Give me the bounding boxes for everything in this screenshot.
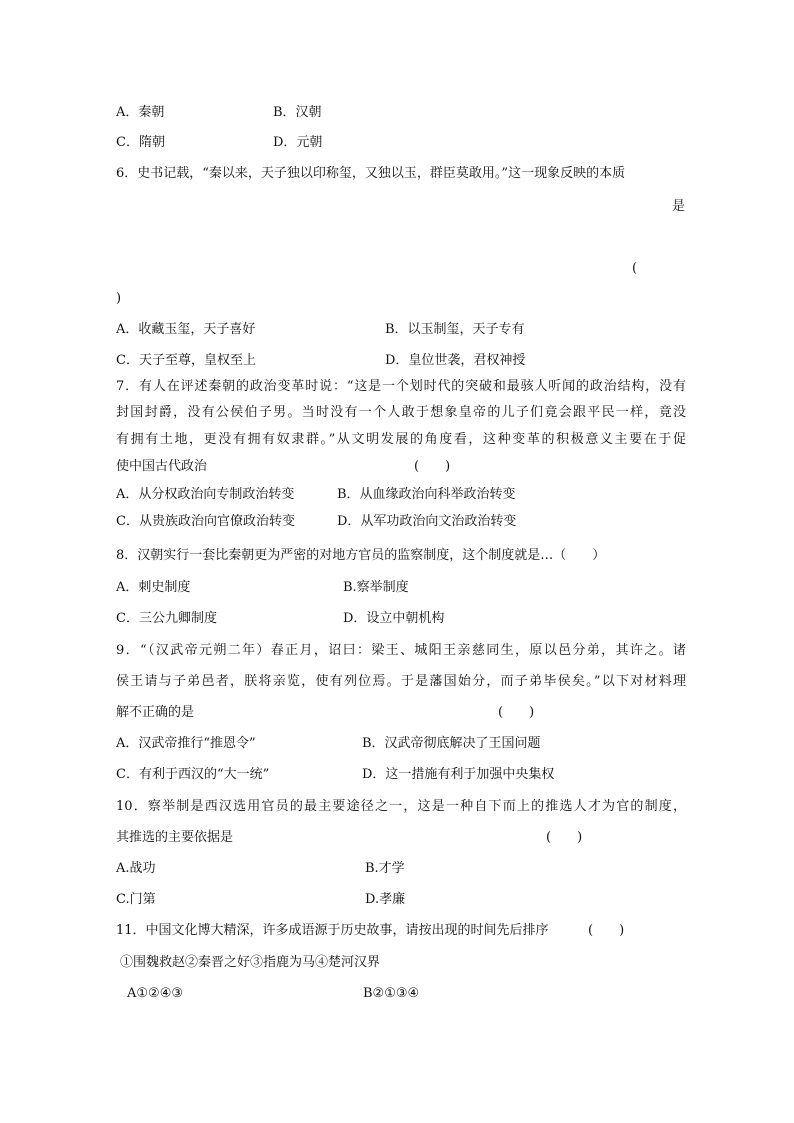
q8-option-a: A．刺史制度 bbox=[116, 580, 191, 595]
q6-stem: 6．史书记载，“秦以来，天子独以印称玺，又独以玉，群臣莫敢用。”这一现象反映的本质 bbox=[116, 166, 626, 181]
q5-option-a: A．秦朝 bbox=[116, 105, 165, 120]
q6-option-c: C．天子至尊，皇权至上 bbox=[116, 353, 256, 368]
q5-option-c: C．隋朝 bbox=[116, 135, 165, 150]
q6-paren-close: ) bbox=[116, 291, 122, 306]
q11-answer-paren: ( ) bbox=[588, 923, 625, 938]
q10-option-b: B.才学 bbox=[365, 861, 405, 876]
q10-option-a: A.战功 bbox=[116, 861, 156, 876]
q11-option-b: B②①③④ bbox=[363, 986, 420, 1001]
q8-stem: 8．汉朝实行一套比秦朝更为严密的对地方官员的监察制度，这个制度就是…（ ） bbox=[116, 548, 606, 563]
q6-option-b: B．以玉制玺，天子专有 bbox=[385, 322, 525, 337]
q5-option-d: D．元朝 bbox=[273, 135, 323, 150]
q6-option-d: D．皇位世袭，君权神授 bbox=[385, 353, 526, 368]
q9-option-b: B．汉武帝彻底解决了王国问题 bbox=[362, 736, 541, 751]
q7-line-1: 7．有人在评述秦朝的政治变革时说：“这是一个划时代的突破和最骇人听闻的政治结构，没有 bbox=[116, 379, 686, 394]
q6-option-a: A．收藏玉玺，天子喜好 bbox=[116, 322, 256, 337]
q6-stem-end: 是 bbox=[672, 199, 686, 214]
q10-line-2: 其推选的主要依据是 bbox=[116, 830, 234, 845]
q11-option-a: A①②④③ bbox=[127, 986, 184, 1001]
q7-answer-paren: ( ) bbox=[414, 459, 451, 474]
q9-line-2: 侯王请与子弟邑者，朕将亲览，使有列位焉。于是藩国始分，而子弟毕侯矣。”以下对材料理 bbox=[116, 674, 686, 689]
q10-option-c: C.门第 bbox=[116, 892, 156, 907]
q7-option-b: B．从血缘政治向科举政治转变 bbox=[337, 487, 516, 502]
q7-option-a: A．从分权政治向专制政治转变 bbox=[116, 487, 295, 502]
q8-option-b: B.察举制度 bbox=[343, 580, 409, 595]
q8-option-c: C．三公九卿制度 bbox=[116, 611, 217, 626]
q9-option-d: D．这一措施有利于加强中央集权 bbox=[362, 767, 555, 782]
q7-line-2: 封国封爵，没有公侯伯子男。当时没有一个人敢于想象皇帝的儿子们竟会跟平民一样，竟没 bbox=[116, 405, 686, 420]
q8-option-d: D．设立中朝机构 bbox=[343, 611, 445, 626]
q9-option-a: A．汉武帝推行“推恩令” bbox=[116, 736, 256, 751]
q9-option-c: C．有利于西汉的“大一统” bbox=[116, 767, 270, 782]
q10-answer-paren: ( ) bbox=[546, 830, 583, 845]
q7-line-4: 使中国古代政治 bbox=[116, 459, 208, 474]
q7-line-3: 有拥有土地，更没有拥有奴隶群。”从文明发展的角度看，这种变革的积极意义主要在于促 bbox=[116, 432, 686, 447]
q7-option-d: D．从军功政治向文治政治转变 bbox=[337, 514, 517, 529]
q6-paren-open: ( bbox=[632, 261, 638, 276]
q11-stem: 11．中国文化博大精深，许多成语源于历史故事，请按出现的时间先后排序 bbox=[116, 923, 549, 938]
q9-line-3: 解不正确的是 bbox=[116, 705, 195, 720]
q9-line-1: 9．“（汉武帝元朔二年）春正月，诏曰：梁王、城阳王亲慈同生，原以邑分弟，其许之。诸 bbox=[116, 643, 686, 658]
q10-line-1: 10．察举制是西汉选用官员的最主要途径之一，这是一种自下而上的推选人才为官的制度， bbox=[116, 799, 686, 814]
q5-option-b: B．汉朝 bbox=[273, 105, 322, 120]
q9-answer-paren: ( ) bbox=[498, 705, 535, 720]
q10-option-d: D.孝廉 bbox=[365, 892, 406, 907]
q11-items: ①围魏救赵②秦晋之好③指鹿为马④楚河汉界 bbox=[120, 955, 381, 970]
q7-option-c: C．从贵族政治向官僚政治转变 bbox=[116, 514, 295, 529]
